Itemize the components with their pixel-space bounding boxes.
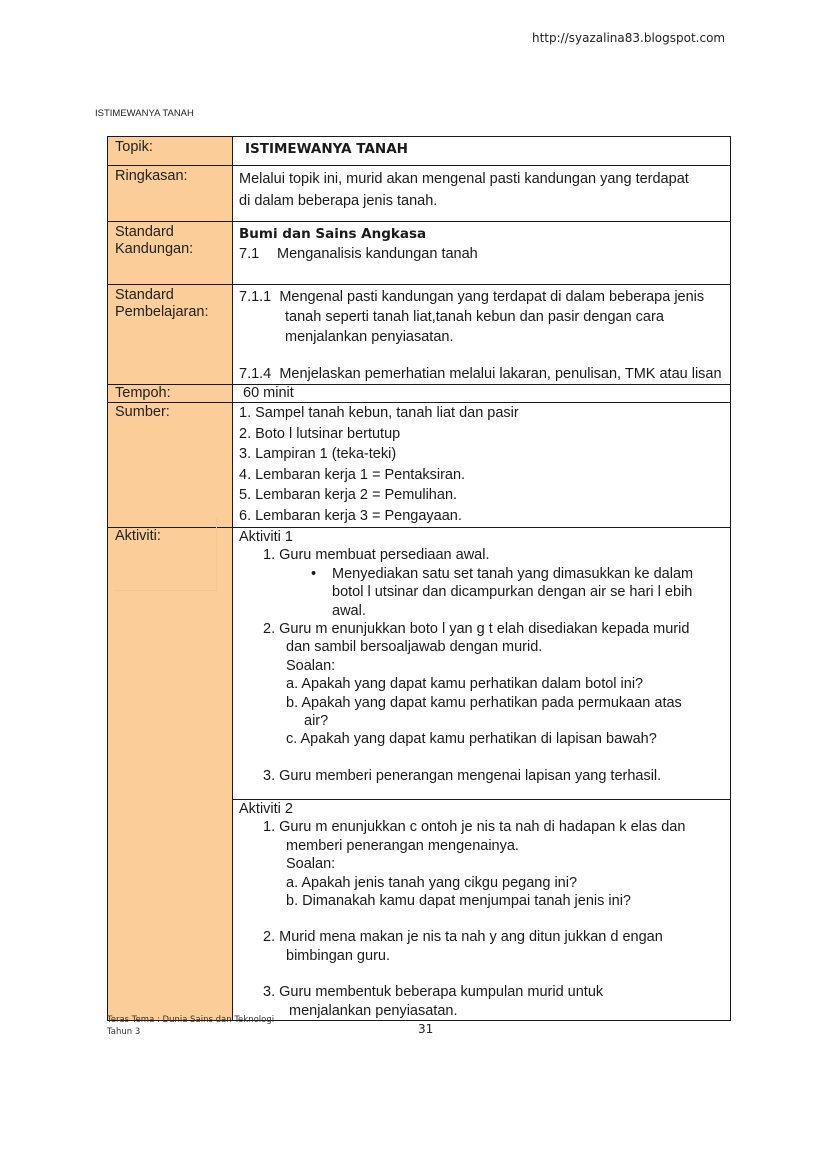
- activity-2: [233, 800, 731, 1021]
- bullet-line: botol l utsinar dan dicampurkan dengan air se hari l ebih: [332, 584, 693, 601]
- topic-title: ISTIMEWANYA TANAH: [245, 141, 408, 157]
- page-number: 31: [418, 1022, 434, 1036]
- label-line: Pembelajaran:: [115, 304, 209, 320]
- questions-label: Soalan:: [286, 856, 336, 873]
- label-line: Standard: [115, 287, 174, 303]
- summary-line: Melalui topik ini, murid akan mengenal pasti kandungan yang terdapat: [239, 171, 689, 187]
- activity-step-cont: menjalankan penyiasatan.: [289, 1002, 458, 1019]
- content-standard-text: Menganalisis kandungan tanah: [277, 246, 478, 262]
- bullet-icon: •: [311, 565, 317, 582]
- value-tempoh: [233, 385, 731, 403]
- bullet-line: awal.: [332, 602, 366, 619]
- value-sumber: [233, 403, 731, 528]
- resource-item: 1. Sampel tanah kebun, tanah liat dan pasir: [239, 405, 519, 421]
- resource-item: 6. Lembaran kerja 3 = Pengayaan.: [239, 507, 462, 524]
- question: c. Apakah yang dapat kamu perhatikan di lapisan bawah?: [286, 731, 657, 748]
- activity-step: 1. Guru membuat persediaan awal.: [263, 547, 490, 564]
- bullet-line: Menyediakan satu set tanah yang dimasukkan ke dalam: [332, 565, 694, 582]
- activity-step: 3. Guru membentuk beberapa kumpulan murid untuk: [263, 984, 604, 1001]
- learning-standard-item: [239, 364, 724, 384]
- activity-step-cont: memberi penerangan mengenainya.: [286, 837, 519, 854]
- summary-line: di dalam beberapa jenis tanah.: [239, 193, 438, 209]
- label-tempoh: Tempoh:: [108, 385, 233, 403]
- label-topik: Topik:: [108, 137, 233, 166]
- label-aktiviti: Aktiviti:: [108, 528, 233, 1021]
- duration-value: 60 minit: [243, 385, 294, 401]
- questions-label: Soalan:: [286, 657, 336, 674]
- learning-standard-line: Menjelaskan pemerhatian melalui lakaran, penulisan, TMK atau lisan: [279, 366, 722, 382]
- label-standard-kandungan: [108, 222, 233, 285]
- learning-standard-line: Mengenal pasti kandungan yang terdapat di dalam beberapa jenis: [279, 289, 705, 305]
- decorative-inner-frame: [114, 518, 217, 591]
- label-line: Kandungan:: [115, 241, 194, 257]
- row-tempoh: [108, 385, 731, 403]
- source-url: http://syazalina83.blogspot.com: [532, 31, 726, 45]
- question: a. Apakah jenis tanah yang cikgu pegang ini?: [286, 874, 578, 891]
- activity-step-cont: dan sambil bersoaljawab dengan murid.: [286, 639, 543, 656]
- resource-item: 5. Lembaran kerja 2 = Pemulihan.: [239, 487, 458, 504]
- activity-step: 3. Guru memberi penerangan mengenai lapisan yang terhasil.: [263, 767, 662, 784]
- activity-step: 2. Murid mena makan je nis ta nah y ang ditun jukkan d engan: [263, 929, 663, 946]
- footer-theme-line: Teras Tema : Dunia Sains dan Teknologi: [107, 1015, 275, 1025]
- content-standard-title: Bumi dan Sains Angkasa: [239, 226, 427, 242]
- label-standard-pembelajaran: [108, 285, 233, 385]
- resource-item: 3. Lampiran 1 (teka-teki): [239, 446, 397, 463]
- footer-theme: [107, 1014, 274, 1038]
- row-sumber: [108, 403, 731, 528]
- footer-year-line: Tahun 3: [107, 1027, 141, 1037]
- learning-standard-item: [239, 287, 724, 307]
- activity-title: Aktiviti 1: [239, 529, 293, 545]
- learning-standard-line: tanah seperti tanah liat,tanah kebun dan pasir dengan cara: [285, 309, 664, 325]
- activity-step-cont: bimbingan guru.: [286, 947, 390, 964]
- value-standard-pembelajaran: [233, 285, 731, 385]
- activity-step: 1. Guru m enunjukkan c ontoh je nis ta nah di hadapan k elas dan: [263, 819, 686, 836]
- row-topik: [108, 137, 731, 166]
- value-standard-kandungan: [233, 222, 731, 285]
- content-standard-code: 7.1: [239, 246, 260, 262]
- question: b. Apakah yang dapat kamu perhatikan pada permukaan atas: [286, 694, 682, 711]
- question: b. Dimanakah kamu dapat menjumpai tanah jenis ini?: [286, 893, 631, 910]
- document-header: ISTIMEWANYA TANAH: [95, 108, 194, 119]
- activity-step: 2. Guru m enunjukkan boto l yan g t elah disediakan kepada murid: [263, 621, 690, 638]
- row-ringkasan: [108, 166, 731, 222]
- row-standard-pembelajaran: [108, 285, 731, 385]
- resource-item: 4. Lembaran kerja 1 = Pentaksiran.: [239, 466, 466, 483]
- activity-title: Aktiviti 2: [239, 801, 293, 817]
- value-ringkasan: [233, 166, 731, 222]
- question: a. Apakah yang dapat kamu perhatikan dalam botol ini?: [286, 676, 644, 693]
- learning-standard-code: 7.1.4: [239, 366, 272, 382]
- label-ringkasan: Ringkasan:: [108, 166, 233, 222]
- row-standard-kandungan: [108, 222, 731, 285]
- content-standard-item: [239, 244, 724, 264]
- activity-bullet: [239, 565, 724, 583]
- label-line: Standard: [115, 224, 174, 240]
- label-sumber: Sumber:: [108, 403, 233, 528]
- question-cont: air?: [304, 713, 329, 730]
- activity-1: [233, 528, 731, 800]
- learning-standard-code: 7.1.1: [239, 289, 272, 305]
- resource-item: 2. Boto l lutsinar bertutup: [239, 425, 401, 442]
- learning-standard-line: menjalankan penyiasatan.: [285, 329, 454, 345]
- value-topik: [233, 137, 731, 166]
